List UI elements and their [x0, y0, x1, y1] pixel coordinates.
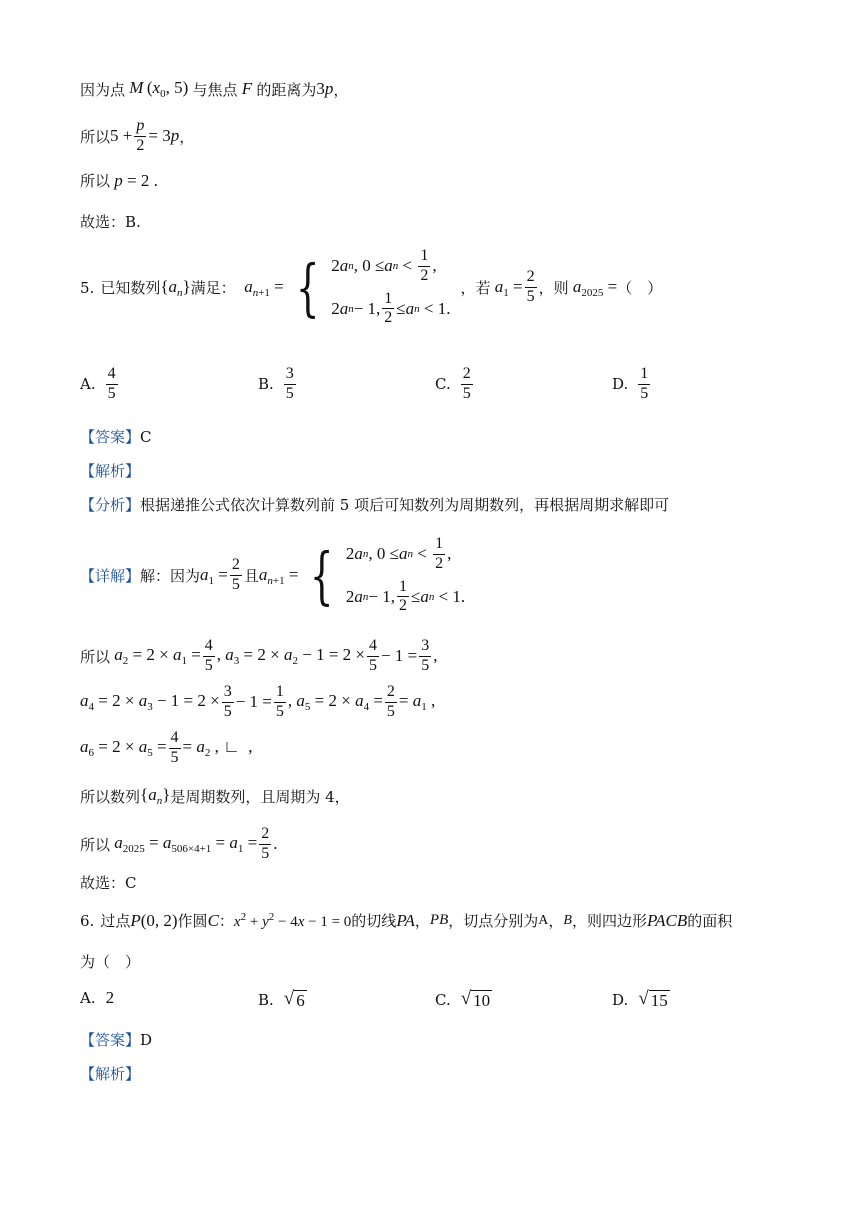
math-a1: $a_1$ = [494, 276, 523, 299]
choice-letter: D. [612, 375, 629, 394]
math: $a_4 = 2 \times a_3 - 1 = 2$ × [80, 691, 220, 714]
choice-fraction: $\frac{3}{5}$ [285, 365, 294, 402]
question-number: 5. [80, 278, 95, 297]
case-2: 2 a n − 1, $\frac{1}{2}$ ≤ a n < 1. [331, 289, 451, 327]
text: 所以数列 [80, 787, 141, 806]
answer-5 [80, 426, 152, 447]
answer-choice-line [80, 211, 141, 232]
choice-d-5[interactable] [612, 366, 652, 403]
math: . [273, 834, 278, 854]
text: 所以 [80, 647, 111, 666]
choice-letter: A. [80, 989, 96, 1007]
fenxi-line [80, 494, 669, 515]
math: − 1 = [235, 692, 272, 712]
punct: ， [414, 912, 430, 930]
brace: { [310, 538, 335, 612]
math-an1: $a_{n+1}$ = [244, 276, 284, 299]
fraction: $\frac{1}{5}$ [275, 683, 284, 720]
fraction: $\frac{4}{5}$ [204, 637, 213, 674]
solution-line-p [80, 170, 158, 191]
choice-letter: A. [80, 375, 96, 394]
choice-fraction: $\frac{1}{5}$ [640, 365, 649, 402]
text: ，切点分别为 [448, 912, 539, 930]
choice-letter: C. [435, 990, 451, 1009]
answer-value: D [140, 1030, 153, 1049]
math: = $a_2$ , ∟ , [182, 737, 253, 760]
math: − 1 = [381, 646, 418, 666]
fenxi-label: 【分析】 [80, 496, 141, 514]
question-number: 6. [80, 911, 95, 930]
math-3p: 3p [316, 79, 334, 98]
text: 的面积 [687, 912, 733, 930]
text: 满足： [190, 279, 236, 298]
math: , [433, 646, 438, 666]
answer-choice-line [80, 872, 136, 893]
math-b: B [563, 912, 572, 928]
math-point-p: P(0, 2) [130, 910, 178, 930]
punct: ， [548, 912, 564, 930]
text: 已知数列 [100, 279, 161, 298]
solution-line-equation [80, 118, 194, 155]
text: 是周期数列，且周期为 4， [170, 787, 350, 806]
answer-value: C [140, 427, 152, 446]
math-seq-an: $\{a_n\}$ [140, 785, 171, 807]
math-eq-3p: = 3p [148, 126, 180, 146]
fraction: $\frac{2}{5}$ [261, 825, 270, 862]
fraction-p-over-2: $\frac{p}{2}$ [136, 117, 145, 154]
solution-line-distance [80, 78, 348, 100]
fraction-2-5: $\frac{2}{5}$ [526, 268, 535, 306]
choice-sqrt: √ 6 [283, 988, 305, 1010]
choice-a-6[interactable] [80, 988, 114, 1008]
question-6-cont [80, 951, 140, 972]
fraction: $\frac{4}{5}$ [369, 637, 377, 674]
math-a1: $a_1$ = [200, 564, 228, 587]
math: = $a_1$ , [398, 691, 436, 714]
text: 作圆 [177, 912, 208, 930]
math: $a_6 = 2 \times a_5$ = [80, 737, 167, 760]
math-5-plus: 5 + [110, 126, 133, 146]
case-1: 2 a n , 0 ≤ a n < $\frac{1}{2}$ , [345, 535, 452, 572]
xiangjie-label: 【详解】 [80, 567, 141, 586]
step-a6 [80, 730, 253, 767]
text: 为（ ） [80, 953, 141, 971]
fraction: $\frac{2}{5}$ [386, 683, 395, 720]
text: ，则四边形 [571, 912, 647, 930]
question-6 [80, 910, 732, 931]
math-focus-f: F [237, 79, 257, 98]
text: 的切线 [351, 912, 397, 930]
answer-label: 【答案】 [80, 1031, 141, 1049]
choice-c-6[interactable] [435, 988, 492, 1011]
fenxi-text: 根据递推公式依次计算数列前 5 项后可知数列为周期数列，再根据周期求解即可 [140, 496, 670, 514]
piecewise-recurrence [288, 248, 451, 327]
math: , $a_5 = 2 \times a_4$ = [287, 691, 383, 714]
math-p-eq-2: p = 2 . [114, 170, 158, 190]
text: 故选：C [80, 874, 137, 892]
punct: ： [218, 912, 234, 930]
fraction: $\frac{3}{5}$ [421, 637, 430, 674]
step-a2-a3 [80, 638, 437, 675]
text: 的距离为 [256, 80, 317, 99]
choice-sqrt: √ 10 [460, 988, 491, 1010]
text: 解：因为 [140, 567, 201, 586]
fraction: $\frac{3}{5}$ [223, 683, 232, 720]
xiangjie-line [80, 536, 469, 615]
text: （ ） [617, 279, 663, 298]
text: 故选：B. [80, 213, 141, 231]
case-2: 2 a n − 1, $\frac{1}{2}$ ≤ a n < 1. [345, 577, 466, 615]
text: 且 [243, 567, 259, 586]
text: 因为点 [80, 80, 126, 99]
math-pb: PB [429, 912, 449, 928]
choice-letter: B. [258, 990, 274, 1009]
text: ，若 [460, 279, 491, 298]
choice-b-6[interactable] [258, 988, 307, 1011]
text: 与焦点 [192, 80, 238, 99]
choice-b-5[interactable] [258, 366, 298, 403]
choice-c-5[interactable] [435, 366, 475, 403]
analysis-label: 【解析】 [80, 1065, 141, 1083]
math-a2025: $a_{2025}$ = [572, 276, 618, 299]
text: 所以 [80, 835, 111, 854]
choice-a-5[interactable] [80, 366, 120, 403]
fraction-2-5: $\frac{2}{5}$ [231, 556, 240, 594]
choice-letter: C. [435, 375, 451, 394]
text: 所以 [80, 172, 111, 190]
math-pa: PA [396, 910, 415, 930]
brace: { [295, 250, 320, 324]
piecewise-recurrence [302, 536, 465, 615]
math-pacb: PACB [646, 910, 688, 930]
math-circle-eq: $x^2 + y^2 - 4x - 1 = 0$ [233, 910, 352, 930]
step-periodic [80, 785, 350, 807]
math: $a_{2025} = a_{506\times 4+1} = a_1$ = [114, 833, 258, 856]
choice-fraction: $\frac{2}{5}$ [462, 365, 471, 402]
analysis-heading [80, 460, 140, 481]
math-a: A [538, 912, 549, 928]
math-circle-c: C [207, 910, 219, 930]
choice-sqrt: √ 15 [638, 988, 668, 1010]
case-1: 2 a n , 0 ≤ a n < $\frac{1}{2}$ , [331, 247, 437, 284]
choice-letter: D. [612, 990, 629, 1009]
punct: ， [179, 127, 195, 146]
text: 过点 [100, 912, 131, 930]
answer-6 [80, 1029, 152, 1050]
math-an1: $a_{n+1}$ = [258, 564, 299, 587]
text: ，则 [538, 279, 569, 298]
analysis-heading [80, 1063, 140, 1084]
math-point-m: M ($x_0$, 5) [129, 78, 193, 100]
choice-d-6[interactable] [612, 988, 670, 1011]
fraction: $\frac{4}{5}$ [170, 729, 179, 766]
question-5 [80, 248, 662, 327]
math: $a_2 = 2 \times a_1$ = [114, 645, 201, 668]
step-a2025 [80, 826, 277, 863]
choice-value: 2 [105, 988, 115, 1007]
text: 所以 [80, 127, 111, 146]
analysis-label: 【解析】 [80, 462, 141, 480]
answer-label: 【答案】 [80, 428, 141, 446]
punct: ， [333, 80, 349, 99]
step-a4-a5 [80, 684, 435, 721]
choice-letter: B. [258, 375, 274, 394]
choice-fraction: $\frac{4}{5}$ [107, 365, 116, 402]
math: , $a_3 = 2 \times a_2 - 1 = 2$ × [216, 645, 365, 668]
math-seq-an: $\{a_n\}$ [160, 276, 191, 299]
